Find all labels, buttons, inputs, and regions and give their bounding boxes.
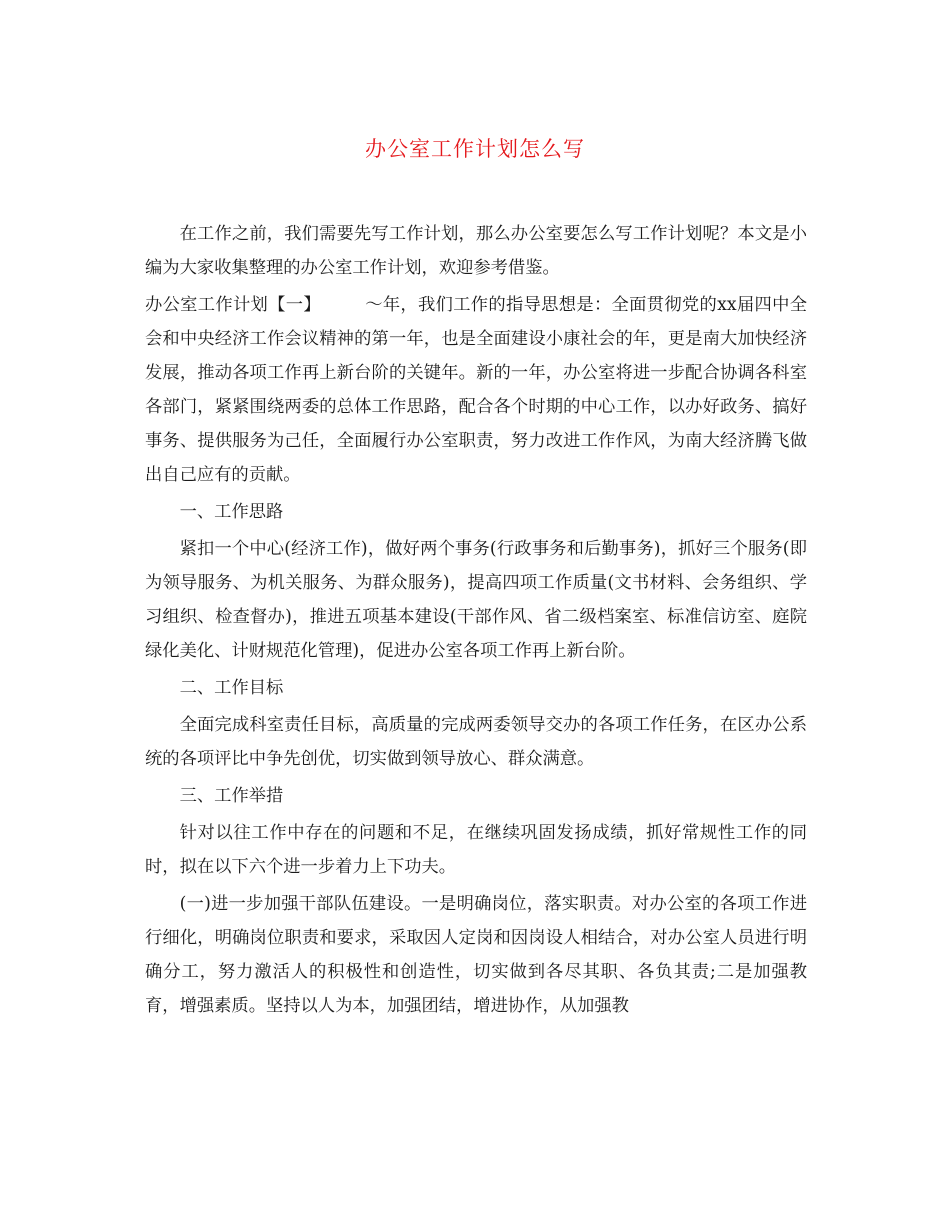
section-heading-2: 二、工作目标 — [179, 678, 284, 698]
section-paragraph-4: (一)进一步加强干部队伍建设。一是明确岗位，落实职责。对办公室的各项工作进行细化，明确岗位职责和要求，采取因人定岗和因岗设人相结合，对办公室人员进行明确分工，努力激活人的积极性和创造性，切实做到各尽其职、各负其责;二是加强教育，增强素质。坚持以人为本，加强团结，增进协作，从加强教 — [145, 894, 807, 1016]
document-body — [145, 217, 807, 1026]
document-title: 办公室工作计划怎么写 — [365, 137, 585, 161]
plan-one-paragraph — [145, 288, 807, 492]
section-heading-1: 一、工作思路 — [179, 502, 284, 522]
section-heading-3: 三、工作举措 — [179, 786, 284, 806]
section-paragraph-1: 紧扣一个中心(经济工作)，做好两个事务(行政事务和后勤事务)，抓好三个服务(即为领导服务、为机关服务、为群众服务)，提高四项工作质量(文书材料、会务组织、学习组织、检查督办)，推进五项基本建设(干部作风、省二级档案室、标准信访室、庭院绿化美化、计财规范化管理)，促进办公室各项工作再上新台阶。 — [145, 539, 807, 661]
intro-paragraph: 在工作之前，我们需要先写工作计划，那么办公室要怎么写工作计划呢？本文是小编为大家收集整理的办公室工作计划，欢迎参考借鉴。 — [145, 224, 807, 278]
plan-one-lead: 办公室工作计划【一】 — [145, 295, 321, 315]
section-paragraph-2: 全面完成科室责任目标，高质量的完成两委领导交办的各项工作任务，在区办公系统的各项评比中争先创优，切实做到领导放心、群众满意。 — [145, 715, 807, 769]
plan-one-text: ～年，我们工作的指导思想是：全面贯彻党的xx届四中全会和中央经济工作会议精神的第一年，也是全面建设小康社会的年，更是南大加快经济发展，推动各项工作再上新台阶的关键年。新的一年，办公室将进一步配合协调各科室各部门，紧紧围绕两委的总体工作思路，配合各个时期的中心工作，以办好政务、搞好事务、提供服务为己任，全面履行办公室职责，努力改进工作作风，为南大经济腾飞做出自己应有的贡献。 — [145, 295, 807, 485]
section-paragraph-3: 针对以往工作中存在的问题和不足，在继续巩固发扬成绩，抓好常规性工作的同时，拟在以下六个进一步着力上下功夫。 — [145, 823, 807, 877]
